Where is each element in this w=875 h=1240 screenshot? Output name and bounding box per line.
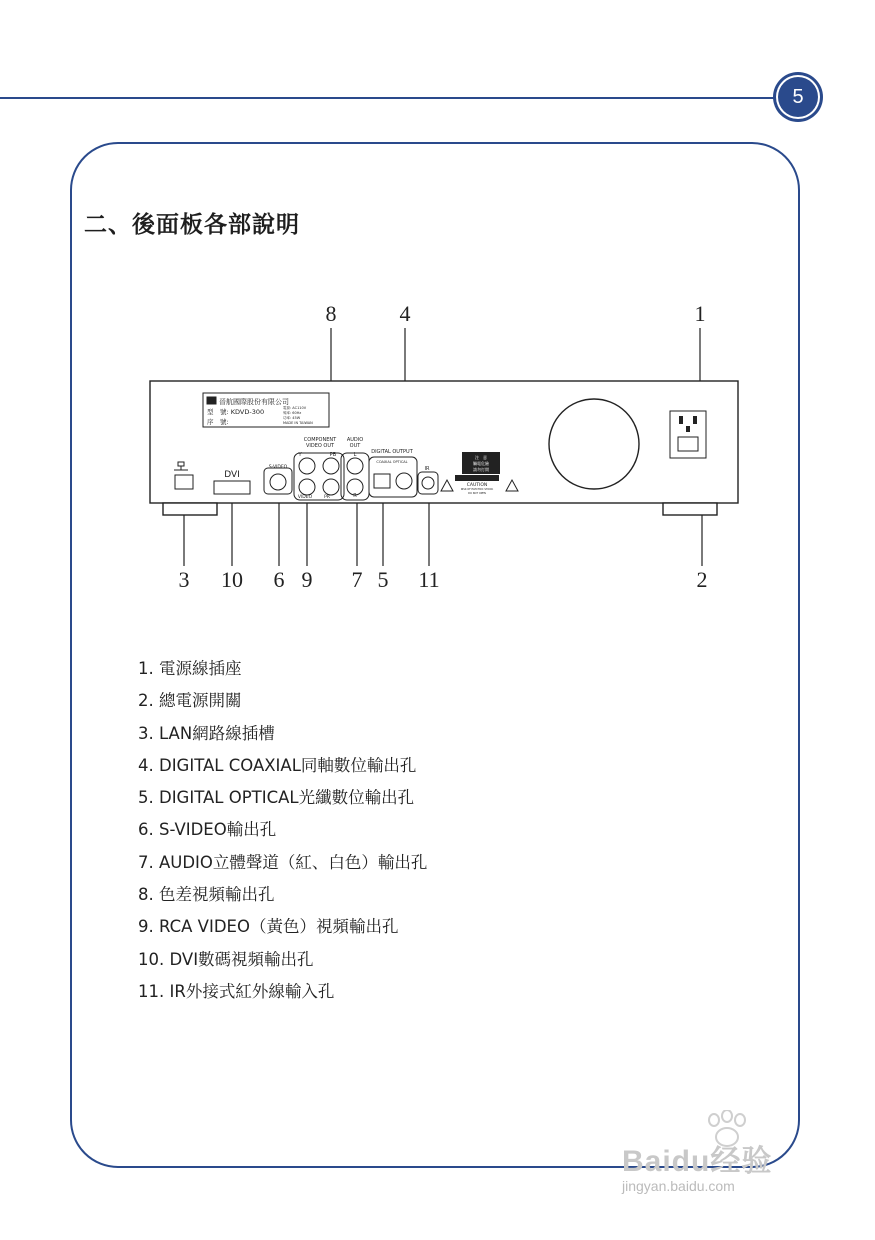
list-item: 8. 色差視頻輸出孔: [138, 885, 275, 905]
callout-bottom-2: 2: [696, 567, 708, 592]
svg-text:請勿打開: 請勿打開: [473, 467, 489, 472]
list-item: 5. DIGITAL OPTICAL光纖數位輸出孔: [138, 788, 415, 808]
svg-text:頻率: 60Hz: 頻率: 60Hz: [283, 411, 302, 415]
svg-text:MADE IN TAIWAN: MADE IN TAIWAN: [283, 421, 313, 425]
callout-bottom-10: 10: [221, 567, 243, 592]
watermark-brand: Baidu经验: [622, 1145, 773, 1178]
svg-text:OUT: OUT: [349, 443, 361, 449]
list-item: 3. LAN網路線插槽: [138, 723, 275, 743]
svg-text:RISK OF ELECTRIC SHOCK: RISK OF ELECTRIC SHOCK: [460, 488, 494, 491]
callout-top-8: 8: [325, 301, 337, 326]
svg-text:S-VIDEO: S-VIDEO: [268, 465, 288, 470]
callout-bottom-6: 6: [273, 567, 285, 592]
svg-text:VIDEO OUT: VIDEO OUT: [305, 443, 335, 449]
svg-text:PB: PB: [329, 452, 337, 458]
callout-bottom-7: 7: [351, 567, 363, 592]
fan-circle: [549, 399, 639, 489]
callout-bottom-11: 11: [418, 567, 440, 592]
watermark-url: jingyan.baidu.com: [622, 1178, 735, 1194]
callout-bottom-3: 3: [178, 567, 190, 592]
svg-text:Y: Y: [298, 452, 302, 458]
section-title: 二、後面板各部說明: [84, 212, 300, 238]
item-list: [138, 657, 427, 1012]
svg-text:AUDIO: AUDIO: [346, 437, 364, 443]
svg-text:CAUTION: CAUTION: [466, 483, 488, 488]
callout-bottom-9: 9: [301, 567, 313, 592]
svg-text:COMPONENT: COMPONENT: [303, 437, 337, 443]
page-number: 5: [792, 86, 804, 108]
svg-text:觸電危險: 觸電危險: [473, 461, 489, 466]
foot-right: [663, 503, 717, 515]
svg-text:DVI: DVI: [224, 470, 240, 480]
plate-company: 晉航國際股份有限公司: [219, 398, 289, 406]
svg-text:DO NOT OPEN: DO NOT OPEN: [468, 492, 486, 495]
svg-text:VIDEO: VIDEO: [297, 495, 313, 500]
callout-top-1: 1: [694, 301, 706, 326]
list-item: 7. AUDIO立體聲道（紅、白色）輸出孔: [138, 852, 428, 872]
list-item: 2. 總電源開關: [138, 691, 242, 711]
list-item: 9. RCA VIDEO（黃色）視頻輸出孔: [138, 917, 399, 937]
callout-top-4: 4: [399, 301, 411, 326]
svg-text:DIGITAL OUTPUT: DIGITAL OUTPUT: [371, 449, 413, 455]
svg-text:功率: 45W: 功率: 45W: [283, 416, 301, 420]
svg-text:PR: PR: [324, 495, 330, 500]
list-item: 6. S-VIDEO輸出孔: [138, 820, 277, 840]
list-item: 1. 電源線插座: [138, 659, 242, 678]
svg-text:注 意: 注 意: [475, 455, 487, 460]
plate-model: 型 號: KDVD-300: [207, 408, 265, 416]
svg-text:L: L: [353, 452, 357, 458]
plate-serial: 序 號:: [207, 418, 229, 426]
list-item: 10. DVI數碼視頻輸出孔: [138, 949, 314, 969]
callout-bottom-5: 5: [377, 567, 389, 592]
foot-left: [163, 503, 217, 515]
svg-text:COAXIAL OPTICAL: COAXIAL OPTICAL: [376, 460, 408, 464]
list-item: 4. DIGITAL COAXIAL同軸數位輸出孔: [138, 755, 417, 775]
svg-text:IR: IR: [424, 466, 430, 472]
list-item: 11. IR外接式紅外線輸入孔: [138, 981, 335, 1001]
svg-text:電源: AC110V: 電源: AC110V: [283, 406, 307, 410]
svg-text:R: R: [353, 493, 357, 499]
